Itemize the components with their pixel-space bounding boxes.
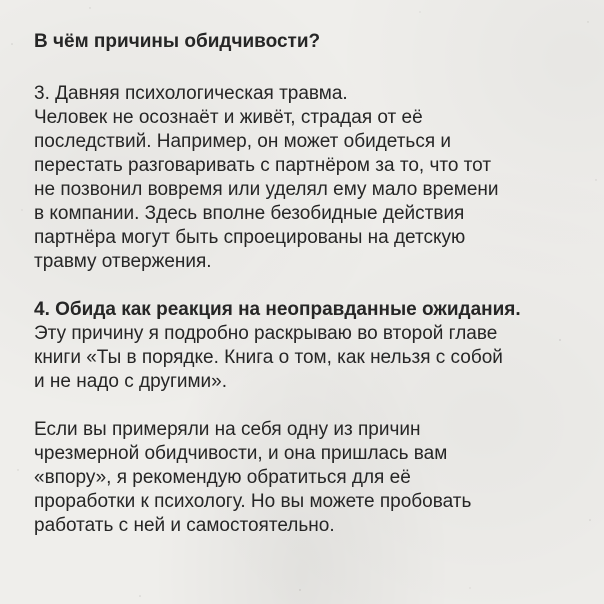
section-heading: 3. Давняя психологическая травма. bbox=[34, 83, 348, 104]
conclusion bbox=[34, 418, 584, 538]
section-psychological-trauma bbox=[34, 82, 584, 274]
section-body: Человек не осознаёт и живёт, страдая от её последствий. Например, он может обидеться и перестать разговаривать с партнёром за то, что тот не позвонил вовремя или уделял ему мало времени в компании. Здесь вполне безобидные действия партнёра могут быть спроецированы на детскую травму отвержения. bbox=[34, 107, 499, 272]
section-heading: 4. Обида как реакция на неоправданные ожидания. bbox=[34, 299, 521, 320]
article bbox=[34, 30, 584, 562]
section-body: Эту причину я подробно раскрываю во второй главе книги «Ты в порядке. Книга о том, как нельзя с собой и не надо с другими». bbox=[34, 323, 503, 392]
article-title: В чём причины обидчивости? bbox=[34, 31, 321, 52]
conclusion-text: Если вы примеряли на себя одну из причин чрезмерной обидчивости, и она пришлась вам «впору», я рекомендую обратиться для её проработки к психологу. Но вы можете пробовать работать с ней и самостоятельно. bbox=[34, 419, 472, 536]
section-unmet-expectations bbox=[34, 298, 584, 394]
